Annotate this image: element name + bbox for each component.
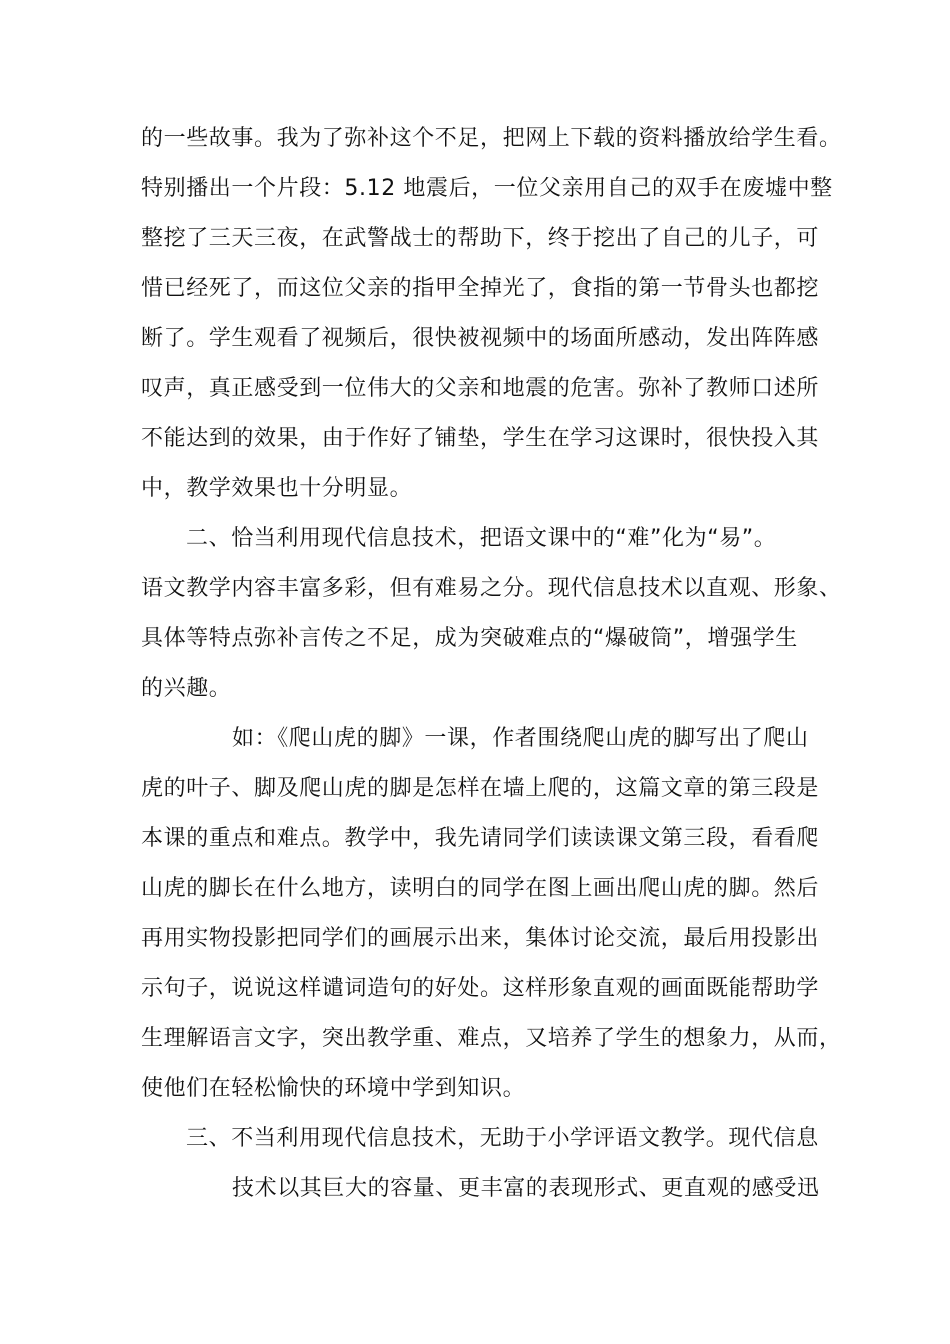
text-line: 不能达到的效果，由于作好了铺垫，学生在学习这课时，很快投入其 [141,426,820,451]
example-paragraph-start: 如：《爬山虎的脚》一课，作者围绕爬山虎的脚写出了爬山 [232,726,809,751]
text-line: 技术以其巨大的容量、更丰富的表现形式、更直观的感受迅 [232,1176,820,1201]
text-line: 语文教学内容丰富多彩，但有难易之分。现代信息技术以直观、形象、 [141,576,842,601]
text-line: 惜已经死了，而这位父亲的指甲全掉光了，食指的第一节骨头也都挖 [141,276,820,301]
text-line: 虎的叶子、脚及爬山虎的脚是怎样在墙上爬的，这篇文章的第三段是 [141,776,820,801]
text-line: 使他们在轻松愉快的环境中学到知识。 [141,1076,526,1101]
text-line: 再用实物投影把同学们的画展示出来，集体讨论交流，最后用投影出 [141,926,820,951]
text-line: 中，教学效果也十分明显。 [141,476,413,501]
section-heading-3: 三、不当利用现代信息技术，无助于小学评语文教学。现代信息 [186,1126,819,1151]
section-heading-2: 二、恰当利用现代信息技术，把语文课中的“难”化为“易”。 [186,526,777,551]
text-line: 本课的重点和难点。教学中，我先请同学们读读课文第三段，看看爬 [141,826,820,851]
text-line: 山虎的脚长在什么地方，读明白的同学在图上画出爬山虎的脚。然后 [141,876,820,901]
text-line: 生理解语言文字，突出教学重、难点，又培养了学生的想象力，从而， [141,1026,842,1051]
text-line: 示句子，说说这样谴词造句的好处。这样形象直观的画面既能帮助学 [141,976,820,1001]
text-line: 叹声，真正感受到一位伟大的父亲和地震的危害。弥补了教师口述所 [141,376,820,401]
text-line: 的一些故事。我为了弥补这个不足，把网上下载的资料播放给学生看。 [141,126,842,151]
text-line: 整挖了三天三夜，在武警战士的帮助下，终于挖出了自己的儿子，可 [141,226,820,251]
text-line: 的兴趣。 [141,676,232,701]
text-line: 断了。学生观看了视频后，很快被视频中的场面所感动，发出阵阵感 [141,326,820,351]
text-line: 特别播出一个片段：5.12 地震后，一位父亲用自己的双手在废墟中整 [141,176,833,201]
text-line: 具体等特点弥补言传之不足，成为突破难点的“爆破筒”，增强学生 [141,626,798,651]
